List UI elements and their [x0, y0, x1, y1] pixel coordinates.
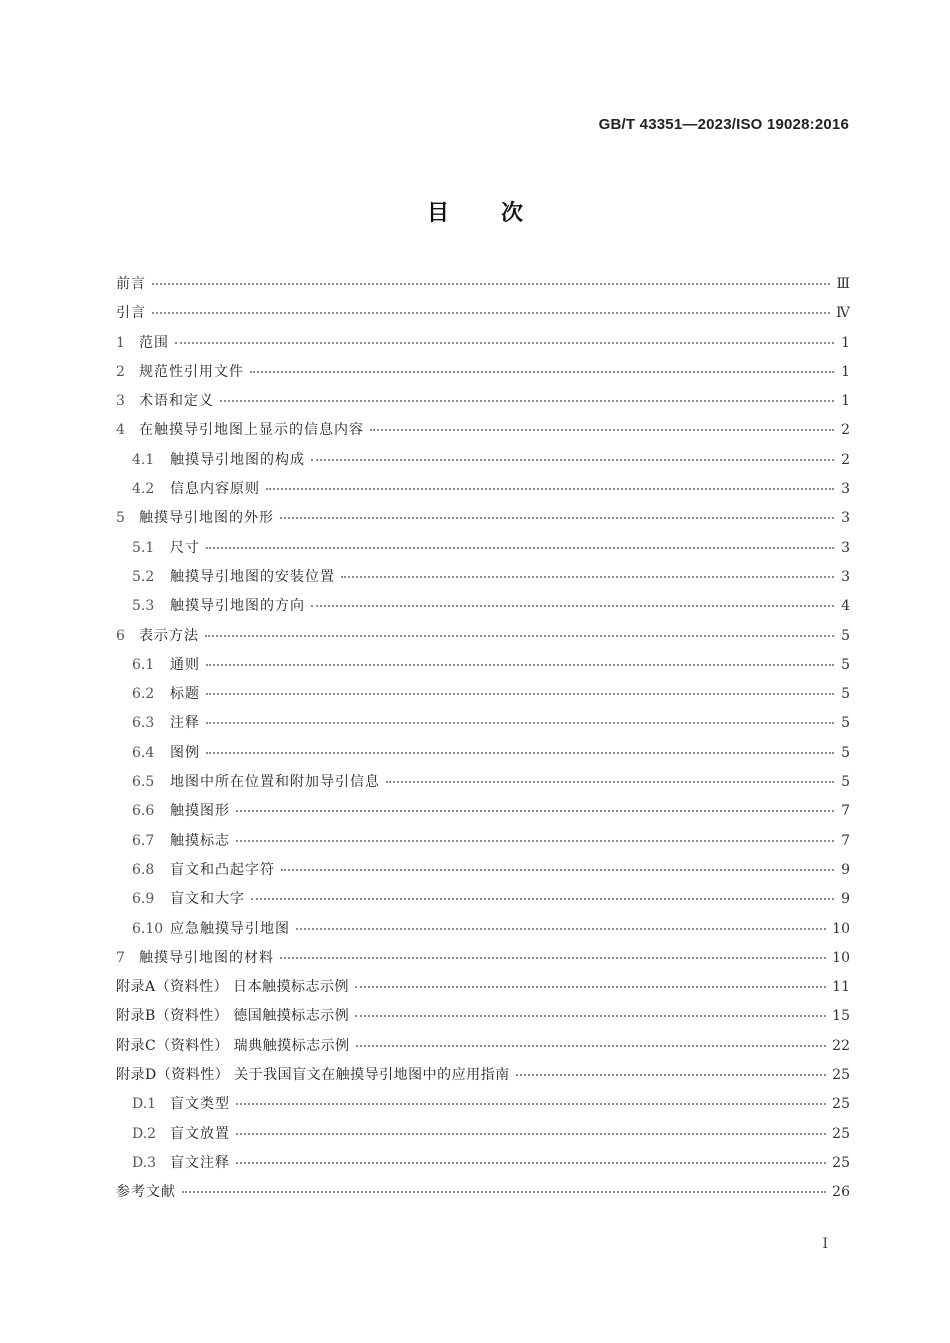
toc-entry-page: 15: [832, 1008, 850, 1025]
toc-entry-label: 触摸导引地图的材料: [139, 949, 274, 966]
toc-entry[interactable]: [116, 504, 850, 533]
toc-entry[interactable]: [116, 651, 850, 680]
toc-entry[interactable]: [116, 709, 850, 738]
toc-entry-label: 术语和定义: [139, 393, 214, 410]
toc-entry[interactable]: [116, 1149, 850, 1178]
toc-entry-number: D.1: [132, 1096, 157, 1113]
toc-entry-label: 盲文注释: [170, 1154, 230, 1171]
toc-entry-number: 6.10: [132, 920, 164, 937]
dot-leader: [205, 634, 834, 637]
toc-entry-page: 3: [841, 539, 850, 556]
toc-entry-number: 4.1: [132, 451, 155, 468]
toc-entry-number: 5: [116, 510, 125, 527]
toc-entry-page: 26: [832, 1184, 850, 1201]
dot-leader: [236, 1102, 826, 1105]
toc-entry[interactable]: [116, 358, 850, 387]
dot-leader: [220, 399, 834, 402]
toc-entry-page: 5: [841, 686, 850, 703]
toc-entry-label: 盲文和凸起字符: [170, 861, 275, 878]
toc-entry-label: 在触摸导引地图上显示的信息内容: [139, 422, 364, 439]
dot-leader: [281, 868, 834, 871]
dot-leader: [251, 897, 834, 900]
dot-leader: [266, 487, 834, 490]
toc-entry-page: 10: [832, 949, 850, 966]
standard-code: GB/T 43351—2023/ISO 19028:2016: [598, 116, 849, 133]
toc-entry-number: 6.3: [132, 715, 155, 732]
toc-entry-page: 1: [841, 334, 850, 351]
toc-entry-page: 3: [841, 481, 850, 498]
toc-entry[interactable]: [116, 387, 850, 416]
toc-entry-page: 2: [841, 451, 850, 468]
toc-entry-number: 4: [116, 422, 125, 439]
dot-leader: [296, 927, 826, 930]
toc-entry-label: 前言: [116, 276, 146, 292]
toc-entry-page: 25: [832, 1154, 850, 1171]
toc-entry-label: 附录A（资料性） 日本触摸标志示例: [116, 979, 350, 996]
toc-entry[interactable]: [116, 797, 850, 826]
toc-entry-page: 5: [841, 656, 850, 673]
dot-leader: [355, 1014, 826, 1017]
dot-leader: [280, 516, 834, 519]
dot-leader: [206, 663, 834, 666]
toc-entry-page: Ⅲ: [836, 276, 850, 292]
toc-entry-number: 6.5: [132, 774, 155, 791]
dot-leader: [236, 809, 834, 812]
toc-entry-label: 盲文放置: [170, 1125, 230, 1142]
toc-entry[interactable]: [116, 475, 850, 504]
toc-entry[interactable]: [116, 1120, 850, 1149]
toc-entry-number: 5.2: [132, 568, 155, 585]
toc-entry-label: 信息内容原则: [170, 481, 260, 498]
page-number: I: [822, 1236, 828, 1252]
toc-entry-number: 6.8: [132, 861, 155, 878]
toc-entry-number: 2: [116, 363, 125, 380]
toc-entry[interactable]: [116, 1178, 850, 1207]
toc-entry-label: 触摸导引地图的方向: [170, 598, 305, 615]
dot-leader: [280, 956, 826, 959]
toc-entry[interactable]: [116, 1061, 850, 1090]
toc-entry-label: 表示方法: [139, 627, 199, 644]
toc-entry[interactable]: [116, 827, 850, 856]
toc-entry[interactable]: [116, 1002, 850, 1031]
toc-entry[interactable]: [116, 299, 850, 328]
toc-entry-label: 盲文类型: [170, 1096, 230, 1113]
toc-entry-page: 9: [841, 891, 850, 908]
toc-entry-label: 注释: [170, 715, 200, 732]
toc-entry-label: 地图中所在位置和附加导引信息: [170, 774, 380, 791]
toc-entry-number: 3: [116, 393, 125, 410]
dot-leader: [236, 1132, 826, 1135]
dot-leader: [516, 1073, 826, 1076]
dot-leader: [355, 985, 826, 988]
toc-entry-page: 5: [841, 744, 850, 761]
toc-entry-label: 触摸标志: [170, 832, 230, 849]
toc-entry-page: 1: [841, 393, 850, 410]
dot-leader: [311, 458, 834, 461]
toc-entry-page: 9: [841, 861, 850, 878]
toc-entry-page: 11: [832, 979, 850, 996]
dot-leader: [370, 428, 834, 431]
toc-entry-number: 6.9: [132, 891, 155, 908]
toc-entry[interactable]: [116, 1032, 850, 1061]
toc-entry-label: 触摸导引地图的安装位置: [170, 568, 335, 585]
dot-leader: [175, 341, 834, 344]
toc-entry[interactable]: [116, 563, 850, 592]
toc-entry[interactable]: [116, 416, 850, 445]
toc-entry-label: 盲文和大字: [170, 891, 245, 908]
toc-entry-number: 4.2: [132, 481, 155, 498]
toc-entry-label: 触摸导引地图的构成: [170, 451, 305, 468]
toc-entry-number: 6.2: [132, 686, 155, 703]
toc-entry[interactable]: [116, 680, 850, 709]
dot-leader: [236, 839, 834, 842]
toc-entry-label: 触摸导引地图的外形: [139, 510, 274, 527]
toc-title: 目次: [426, 201, 575, 226]
toc-entry-page: 3: [841, 568, 850, 585]
toc-entry[interactable]: [116, 915, 850, 944]
toc-entry[interactable]: [116, 446, 850, 475]
toc-entry-page: Ⅳ: [836, 305, 850, 322]
dot-leader: [152, 311, 830, 314]
toc-entry-label: 图例: [170, 744, 200, 761]
toc-entry-number: 1: [116, 334, 125, 351]
toc-entry-page: 1: [841, 363, 850, 380]
toc-entry[interactable]: [116, 270, 850, 299]
dot-leader: [311, 604, 834, 607]
toc-entry-number: 6: [116, 627, 125, 644]
dot-leader: [356, 1044, 827, 1047]
dot-leader: [250, 370, 834, 373]
dot-leader: [236, 1161, 826, 1164]
toc-entry-label: 触摸图形: [170, 803, 230, 820]
dot-leader: [206, 751, 834, 754]
toc-entry-page: 22: [832, 1037, 850, 1054]
toc-entry-page: 5: [841, 774, 850, 791]
toc-entry[interactable]: [116, 622, 850, 651]
toc-entry-page: 25: [832, 1067, 850, 1084]
toc-entry-label: 应急触摸导引地图: [170, 920, 290, 937]
toc-entry-label: 通则: [170, 656, 200, 673]
toc-entry-page: 7: [841, 803, 850, 820]
toc-entry[interactable]: [116, 768, 850, 797]
toc-entry-number: D.3: [132, 1154, 157, 1171]
toc-entry-page: 4: [841, 598, 850, 615]
toc-entry-label: 范围: [139, 334, 169, 351]
toc-entry[interactable]: [116, 1090, 850, 1119]
toc-entry-label: 尺寸: [170, 539, 200, 556]
toc-entry-page: 10: [832, 920, 850, 937]
toc-entry-number: 6.6: [132, 803, 155, 820]
dot-leader: [341, 575, 834, 578]
toc-entry[interactable]: [116, 973, 850, 1002]
toc-entry[interactable]: [116, 739, 850, 768]
toc-entry-number: 6.1: [132, 656, 155, 673]
toc-entry[interactable]: [116, 592, 850, 621]
toc-entry-page: 25: [832, 1096, 850, 1113]
toc-entry-label: 标题: [170, 686, 200, 703]
toc-entry-page: 5: [841, 627, 850, 644]
dot-leader: [206, 546, 834, 549]
toc-entry-label: 附录C（资料性） 瑞典触摸标志示例: [116, 1037, 350, 1054]
toc-entry[interactable]: [116, 534, 850, 563]
dot-leader: [206, 721, 834, 724]
toc-entry-label: 附录B（资料性） 德国触摸标志示例: [116, 1008, 350, 1025]
toc-entry-number: 6.7: [132, 832, 155, 849]
toc-entry[interactable]: [116, 944, 850, 973]
toc-entry-label: 附录D（资料性） 关于我国盲文在触摸导引地图中的应用指南: [116, 1067, 510, 1084]
toc-entry-number: 5.3: [132, 598, 155, 615]
toc-entry-page: 5: [841, 715, 850, 732]
toc-entry-page: 3: [841, 510, 850, 527]
toc-entry-label: 引言: [116, 305, 146, 322]
toc-entry-number: D.2: [132, 1125, 157, 1142]
dot-leader: [386, 780, 834, 783]
toc-entry-page: 2: [841, 422, 850, 439]
toc-entry-page: 7: [841, 832, 850, 849]
toc-entry[interactable]: [116, 856, 850, 885]
dot-leader: [152, 282, 830, 285]
toc-entry-label: 参考文献: [116, 1184, 176, 1201]
toc-entry[interactable]: [116, 329, 850, 358]
toc-entry-number: 7: [116, 949, 125, 966]
toc-entry-page: 25: [832, 1125, 850, 1142]
table-of-contents: [116, 270, 850, 1208]
toc-entry-number: 5.1: [132, 539, 155, 556]
toc-entry[interactable]: [116, 885, 850, 914]
toc-entry-label: 规范性引用文件: [139, 363, 244, 380]
toc-entry-number: 6.4: [132, 744, 155, 761]
dot-leader: [206, 692, 834, 695]
dot-leader: [182, 1190, 826, 1193]
